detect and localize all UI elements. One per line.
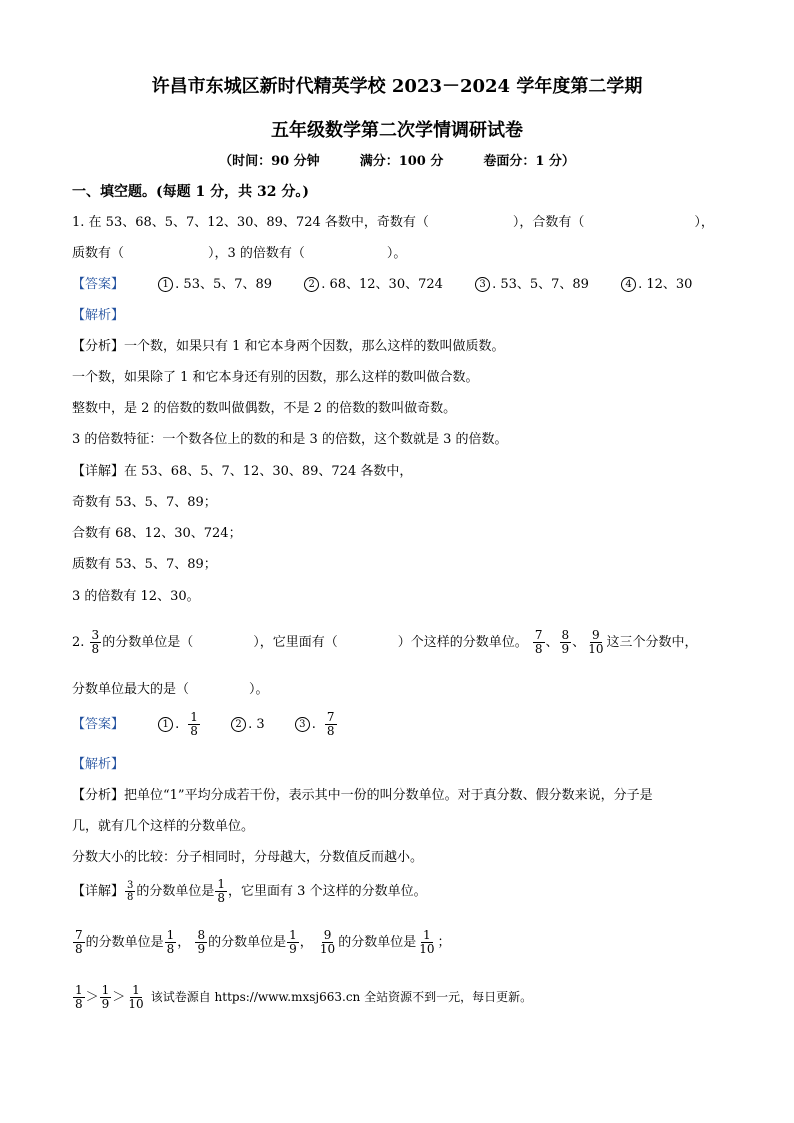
q2-detail-text-4: 的分数单位是 xyxy=(208,935,287,950)
q2-sep-2: 、 xyxy=(572,635,586,650)
info-time: （时间：90 分钟 xyxy=(219,154,320,169)
exam-subtitle: 五年级数学第二次学情调研试卷 xyxy=(271,120,523,141)
q2-detail-1 xyxy=(72,875,427,909)
q2-line2 xyxy=(72,681,269,699)
q2-text-3: ）个这样的分数单位。 xyxy=(397,635,528,650)
answer-fraction-7-8: $\frac{7}{8}$ xyxy=(326,710,335,738)
q2-fenxi-3: 分数大小的比较：分子相同时，分母越大，分数值反而越小。 xyxy=(72,850,424,865)
q2-number: 2. xyxy=(72,635,85,650)
answer-circle-1: 1 xyxy=(158,277,173,292)
answer-circle-4: 4 xyxy=(621,277,636,292)
q1-detail-2: 奇数有 53、5、7、89； xyxy=(72,495,217,510)
answer-2: . 68、12、30、724 xyxy=(321,277,443,292)
info-score: 满分：100 分 xyxy=(359,154,444,169)
answer-label: 【答案】 xyxy=(72,277,125,292)
answer-2: . 3 xyxy=(248,717,265,732)
q1-fenxi-1 xyxy=(72,338,505,356)
q2-detail-end: ； xyxy=(437,935,451,950)
q1-text-b: ），合数有（ xyxy=(512,215,585,230)
section-heading: 一、填空题。(每题 1 分，共 32 分。) xyxy=(72,184,309,200)
q2-fenxi-2: 几，就有几个这样的分数单位。 xyxy=(72,819,255,834)
q2-text-5: 分数单位最大的是（ xyxy=(72,682,190,697)
answer-circle-2: 2 xyxy=(231,717,246,732)
exam-title: 许昌市东城区新时代精英学校 2023－2024 学年度第二学期 xyxy=(151,76,643,97)
fraction-1-9: $\frac{1}{9}$ xyxy=(289,928,297,956)
q2-compare-row xyxy=(72,980,532,1014)
fraction-1-8: $\frac{1}{8}$ xyxy=(75,983,83,1011)
source-footer-text: 该试卷源自 https://www.mxsj663.cn 全站资源不到一元，每日更新。 xyxy=(150,990,533,1004)
fraction-1-10: $\frac{1}{10}$ xyxy=(128,983,144,1011)
fenxi-label: 【分析】 xyxy=(72,339,125,354)
q1-text-f: ）。 xyxy=(386,246,407,261)
detail-label: 【详解】 xyxy=(72,884,125,899)
analysis-label: 【解析】 xyxy=(72,757,125,772)
q1-fenxi-4: 3 的倍数特征：一个数各位上的数的和是 3 的倍数，这个数就是 3 的倍数。 xyxy=(72,432,508,447)
exam-info xyxy=(0,150,794,169)
q1-text-d: 质数有（ xyxy=(72,246,125,261)
answer-circle-1: 1 xyxy=(158,717,173,732)
q1-text-e: ），3 的倍数有（ xyxy=(208,246,305,261)
greater-than-1: ＞ xyxy=(85,990,99,1005)
answer-circle-2: 2 xyxy=(304,277,319,292)
answer-3: . 53、5、7、89 xyxy=(492,277,589,292)
fraction-8-9: $\frac{8}{9}$ xyxy=(561,628,570,656)
fraction-7-8: $\frac{7}{8}$ xyxy=(75,928,83,956)
answer-fraction-1-8: $\frac{1}{8}$ xyxy=(190,710,198,738)
answer-4: . 12、30 xyxy=(638,277,693,292)
q2-text-2: ），它里面有（ xyxy=(253,635,338,650)
fraction-9-10: $\frac{9}{10}$ xyxy=(319,928,336,956)
q1-detail-4: 质数有 53、5、7、89； xyxy=(72,557,217,572)
q1-line2 xyxy=(72,245,406,263)
answer-label: 【答案】 xyxy=(72,717,125,732)
q2-fenxi-1 xyxy=(72,787,653,805)
q1-text-c: ）， xyxy=(694,215,714,230)
q1-fenxi-1-text: 一个数，如果只有 1 和它本身两个因数，那么这样的数叫做质数。 xyxy=(124,339,505,354)
q2-detail-sep-2: ， xyxy=(299,935,313,950)
answer-circle-3: 3 xyxy=(295,717,310,732)
fenxi-label: 【分析】 xyxy=(72,788,125,803)
q2-text-4: 这三个分数中， xyxy=(606,635,698,650)
q2-text-6: ）。 xyxy=(249,682,269,697)
analysis-label: 【解析】 xyxy=(72,308,125,323)
q2-text-1: 的分数单位是（ xyxy=(102,635,194,650)
q2-detail-text-5: 的分数单位是 xyxy=(338,935,417,950)
answer-circle-3: 3 xyxy=(475,277,490,292)
q2-detail-2 xyxy=(72,926,451,960)
q1-answer-row xyxy=(72,276,692,294)
q2-detail-text-3: 的分数单位是 xyxy=(85,935,164,950)
q2-sep-1: 、 xyxy=(545,635,559,650)
q2-detail-text-1: 的分数单位是 xyxy=(136,884,215,899)
q1-line1 xyxy=(72,214,714,232)
detail-label: 【详解】 xyxy=(72,464,125,479)
greater-than-2: ＞ xyxy=(112,990,126,1005)
q1-detail-1-text: 在 53、68、5、7、12、30、89、724 各数中， xyxy=(124,464,413,479)
fraction-1-8: $\frac{1}{8}$ xyxy=(166,928,175,956)
q1-detail-3: 合数有 68、12、30、724； xyxy=(72,526,242,541)
q1-detail-5: 3 的倍数有 12、30。 xyxy=(72,589,200,604)
q1-detail-1 xyxy=(72,463,412,481)
info-surface: 卷面分：1 分） xyxy=(483,154,575,169)
answer-1: . 53、5、7、89 xyxy=(175,277,273,292)
q2-detail-text-2: ，它里面有 3 个这样的分数单位。 xyxy=(228,884,427,899)
fraction-3-8: $\frac{3}{8}$ xyxy=(127,880,134,903)
fraction-1-8: $\frac{1}{8}$ xyxy=(217,877,226,905)
q2-detail-sep-1: ， xyxy=(177,935,191,950)
fraction-3-8: $\frac{3}{8}$ xyxy=(91,628,100,656)
fraction-7-8: $\frac{7}{8}$ xyxy=(534,628,543,656)
q1-fenxi-2: 一个数，如果除了 1 和它本身还有别的因数，那么这样的数叫做合数。 xyxy=(72,370,479,385)
q2-fenxi-1-text: 把单位“1”平均分成若干份，表示其中一份的叫分数单位。对于真分数、假分数来说，分子是 xyxy=(124,788,653,803)
q1-fenxi-3: 整数中，是 2 的倍数的数叫做偶数，不是 2 的倍数的数叫做奇数。 xyxy=(72,401,457,416)
fraction-1-10: $\frac{1}{10}$ xyxy=(419,928,435,956)
fraction-9-10: $\frac{9}{10}$ xyxy=(588,628,604,656)
fraction-1-9: $\frac{1}{9}$ xyxy=(101,983,110,1011)
fraction-8-9: $\frac{8}{9}$ xyxy=(197,928,206,956)
q2-answer-row: 【答案】 1 . $\frac{1}{8}$ 2 . 3 3 . $\frac{7}{8}$ xyxy=(72,710,335,738)
q1-text-a: 1. 在 53、68、5、7、12、30、89、724 各数中，奇数有（ xyxy=(72,215,429,230)
q2-line1 xyxy=(72,626,697,660)
